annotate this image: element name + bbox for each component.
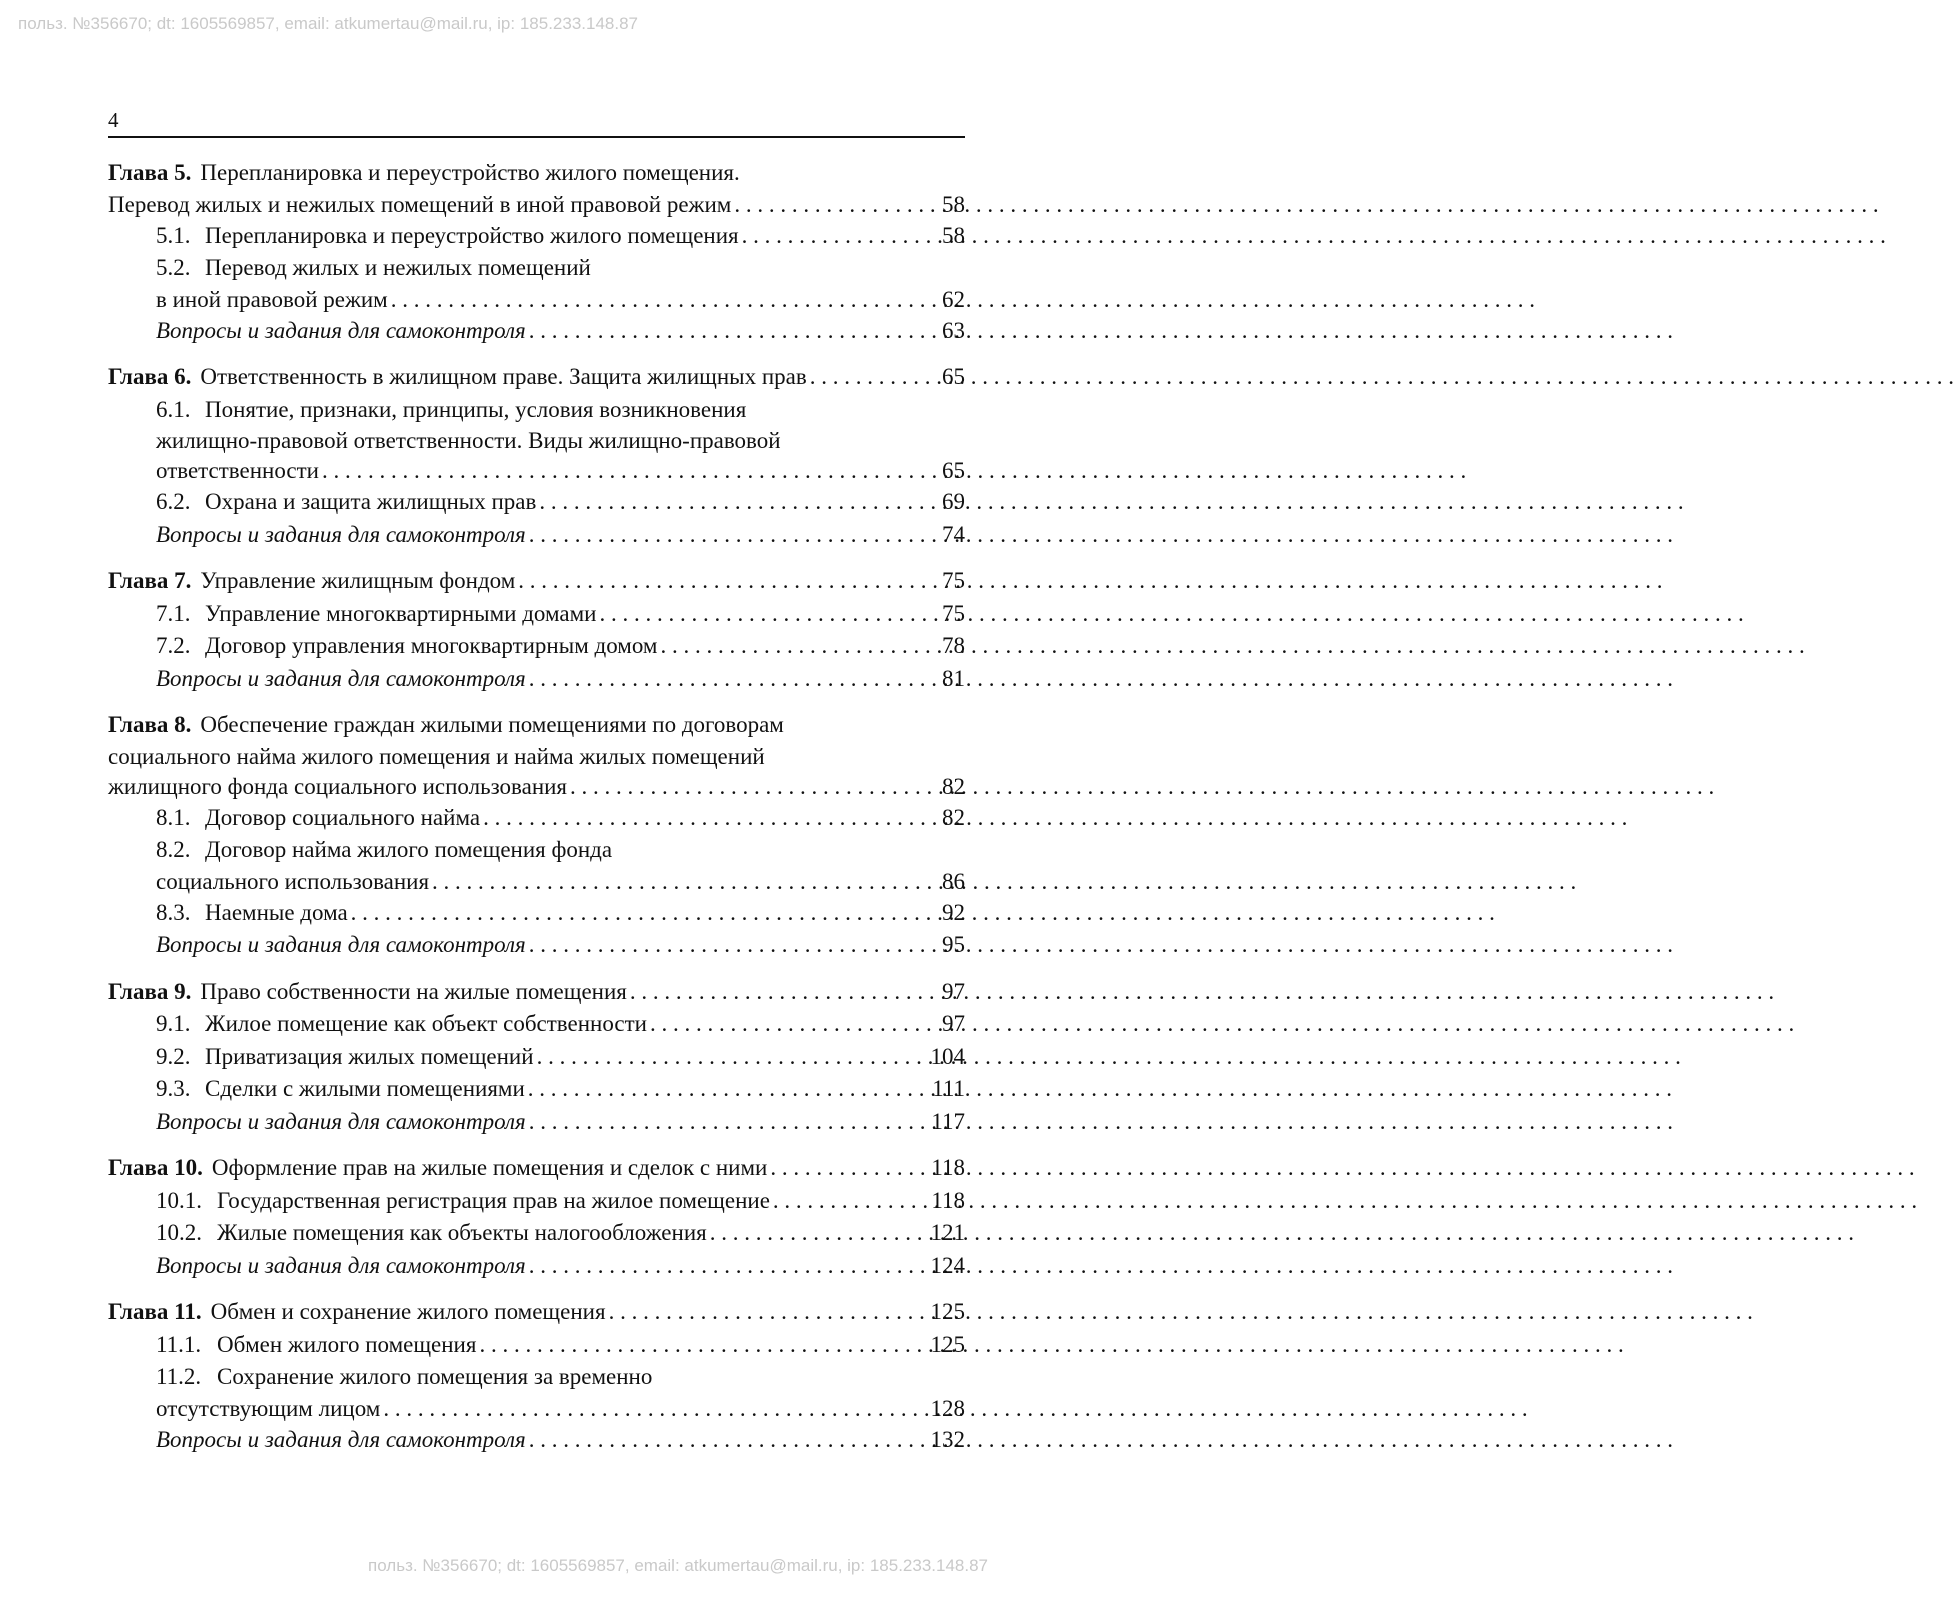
dot-leader (570, 772, 917, 802)
chapter-page: 58 (942, 191, 965, 217)
section-page: 82 (942, 804, 965, 830)
section-line (108, 598, 965, 631)
section-title: отсутствующим лицом (156, 1395, 381, 1421)
section-title: Наемные дома (205, 899, 348, 925)
section-line (108, 1008, 965, 1041)
chapter-label: Глава 11. (108, 1299, 202, 1324)
chapter-label: Глава 9. (108, 978, 192, 1004)
section-number: 10.2. (156, 1220, 202, 1245)
chapter-label: Глава 6. (108, 364, 192, 389)
section-number: 6.2. (156, 489, 191, 514)
self-check-line (108, 929, 965, 962)
dot-leader (529, 1106, 917, 1139)
chapter-title: Перепланировка и переустройство жилого помещения. (200, 160, 740, 185)
chapter-block (108, 565, 965, 695)
dot-leader (734, 190, 917, 220)
section-number: 11.2. (156, 1364, 202, 1389)
self-check-label: Вопросы и задания для самоконтроля (156, 1108, 526, 1134)
dot-leader (432, 867, 917, 897)
chapter-title-line (108, 361, 965, 394)
section-number: 8.3. (156, 899, 191, 925)
section-number: 11.1. (156, 1331, 202, 1357)
table-of-contents (108, 157, 965, 1470)
section-number: 5.1. (156, 222, 191, 248)
dot-leader (528, 1073, 917, 1106)
dot-leader (483, 802, 917, 835)
dot-leader (810, 361, 917, 394)
self-check-page: 124 (930, 1252, 965, 1278)
dot-leader (529, 519, 917, 552)
chapter-page: 118 (931, 1155, 965, 1180)
section-page: 58 (942, 222, 965, 248)
chapter-label: Глава 7. (108, 568, 192, 593)
self-check-label: Вопросы и задания для самоконтроля (156, 317, 526, 343)
chapter-page: 97 (942, 978, 965, 1004)
section-page: 111 (932, 1076, 965, 1101)
dot-leader (742, 220, 917, 253)
self-check-line (108, 1424, 965, 1457)
section-line (108, 426, 965, 456)
section-line (108, 1394, 965, 1424)
section-line (108, 867, 965, 897)
section-page: 92 (942, 899, 965, 925)
section-title: Сохранение жилого помещения за временно (217, 1364, 653, 1389)
dot-leader (391, 285, 917, 315)
dot-leader (529, 663, 917, 696)
self-check-page: 132 (930, 1426, 965, 1452)
dot-leader (660, 630, 917, 663)
chapter-title-line (108, 190, 965, 220)
section-line (108, 1073, 965, 1106)
chapter-title: жилищного фонда социального использования (108, 773, 568, 799)
self-check-label: Вопросы и задания для самоконтроля (156, 521, 526, 547)
chapter-block (108, 157, 965, 347)
section-title: ответственности (156, 458, 319, 483)
section-page: 86 (942, 868, 965, 894)
section-number: 9.2. (156, 1043, 191, 1069)
dot-leader (529, 929, 917, 962)
self-check-line (108, 663, 965, 696)
section-number: 5.2. (156, 255, 191, 280)
chapter-title-line (108, 772, 965, 802)
section-page: 104 (930, 1043, 965, 1069)
dot-leader (479, 1329, 917, 1362)
self-check-label: Вопросы и задания для самоконтроля (156, 1426, 526, 1452)
section-page: 121 (930, 1220, 965, 1245)
chapter-page: 82 (942, 773, 965, 799)
dot-leader (383, 1394, 917, 1424)
chapter-page: 75 (942, 568, 965, 593)
chapter-label: Глава 5. (108, 160, 192, 185)
section-line (108, 486, 965, 519)
header-rule (108, 136, 965, 138)
chapter-title: социального найма жилого помещения и найма жилых помещений (108, 743, 765, 769)
chapter-title: Ответственность в жилищном праве. Защита жилищных прав (200, 364, 807, 389)
chapter-title-line (108, 157, 965, 190)
dot-leader (529, 1424, 917, 1457)
section-line (108, 802, 965, 835)
section-number: 7.1. (156, 600, 191, 626)
dot-leader (351, 897, 917, 930)
chapter-title: Обмен и сохранение жилого помещения (210, 1299, 606, 1324)
chapter-block (108, 976, 965, 1139)
section-title: Сделки с жилыми помещениями (205, 1076, 525, 1101)
section-title: Приватизация жилых помещений (205, 1043, 534, 1069)
chapter-title-line (108, 1296, 965, 1329)
section-page: 128 (930, 1395, 965, 1421)
section-line (108, 834, 965, 867)
chapter-page: 65 (942, 364, 965, 389)
section-title: Понятие, признаки, принципы, условия возникновения (205, 396, 747, 422)
watermark-top: польз. №356670; dt: 1605569857, email: atkumertau@mail.ru, ip: 185.233.148.87 (18, 14, 639, 33)
chapter-block (108, 361, 965, 551)
self-check-line (108, 1250, 965, 1283)
section-line (108, 220, 965, 253)
dot-leader (518, 565, 917, 598)
self-check-page: 117 (931, 1108, 965, 1134)
section-title: жилищно-правовой ответственности. Виды жилищно-правовой (156, 428, 781, 453)
self-check-line (108, 519, 965, 552)
dot-leader (650, 1008, 917, 1041)
chapter-title: Управление жилищным фондом (200, 568, 516, 593)
section-title: Обмен жилого помещения (217, 1331, 477, 1357)
section-page: 62 (942, 286, 965, 312)
section-number: 8.1. (156, 804, 191, 830)
self-check-line (108, 1106, 965, 1139)
dot-leader (537, 1041, 917, 1074)
section-line (108, 394, 965, 427)
section-page: 118 (931, 1187, 965, 1213)
chapter-title-line (108, 976, 965, 1009)
section-line (108, 456, 965, 486)
self-check-page: 74 (942, 521, 965, 547)
chapter-title-line (108, 565, 965, 598)
section-title: Государственная регистрация прав на жилое помещение (217, 1187, 770, 1213)
section-line (108, 1041, 965, 1074)
chapter-title: Обеспечение граждан жилыми помещениями по договорам (200, 712, 784, 737)
chapter-title: Оформление прав на жилые помещения и сделок с ними (211, 1155, 768, 1180)
section-page: 78 (942, 633, 965, 658)
dot-leader (599, 598, 917, 631)
section-line (108, 285, 965, 315)
dot-leader (710, 1217, 917, 1250)
chapter-title-line (108, 709, 965, 742)
chapter-title-line (108, 1152, 965, 1185)
section-page: 125 (930, 1331, 965, 1357)
chapter-title-line (108, 742, 965, 772)
self-check-line (108, 315, 965, 348)
section-line (108, 1329, 965, 1362)
chapter-page: 125 (930, 1299, 965, 1324)
section-title: Жилое помещение как объект собственности (205, 1011, 647, 1036)
section-title: Охрана и защита жилищных прав (205, 489, 537, 514)
section-number: 8.2. (156, 837, 191, 862)
chapter-label: Глава 8. (108, 712, 192, 737)
chapter-block (108, 1152, 965, 1282)
section-number: 9.1. (156, 1011, 191, 1036)
chapter-title: Перевод жилых и нежилых помещений в иной правовой режим (108, 191, 732, 217)
section-title: Договор социального найма (205, 804, 481, 830)
chapter-block (108, 1296, 965, 1456)
section-title: Договор управления многоквартирным домом (205, 633, 658, 658)
section-number: 6.1. (156, 396, 191, 422)
section-line (108, 1185, 965, 1218)
self-check-label: Вопросы и задания для самоконтроля (156, 665, 526, 691)
section-line (108, 1361, 965, 1394)
dot-leader (322, 456, 917, 486)
page-number: 4 (108, 108, 119, 132)
dot-leader (609, 1296, 917, 1329)
self-check-label: Вопросы и задания для самоконтроля (156, 1252, 526, 1278)
dot-leader (539, 486, 917, 519)
section-title: в иной правовой режим (156, 286, 388, 312)
chapter-title: Право собственности на жилые помещения (200, 978, 627, 1004)
dot-leader (529, 315, 917, 348)
section-line (108, 897, 965, 930)
section-page: 75 (942, 600, 965, 626)
dot-leader (770, 1152, 917, 1185)
dot-leader (529, 1250, 917, 1283)
section-page: 65 (942, 458, 965, 483)
section-line (108, 630, 965, 663)
section-title: Перепланировка и переустройство жилого помещения (205, 222, 739, 248)
dot-leader (773, 1185, 917, 1218)
section-page: 97 (942, 1011, 965, 1036)
dot-leader (630, 976, 917, 1009)
section-number: 10.1. (156, 1187, 202, 1213)
section-page: 69 (942, 489, 965, 514)
section-number: 7.2. (156, 633, 191, 658)
section-line (108, 252, 965, 285)
chapter-label: Глава 10. (108, 1155, 203, 1180)
chapter-block (108, 709, 965, 962)
section-title: Управление многоквартирными домами (205, 600, 597, 626)
section-title: Договор найма жилого помещения фонда (205, 837, 613, 862)
section-number: 9.3. (156, 1076, 191, 1101)
self-check-page: 95 (942, 932, 965, 957)
section-title: социального использования (156, 868, 430, 894)
self-check-label: Вопросы и задания для самоконтроля (156, 932, 526, 957)
section-title: Жилые помещения как объекты налогообложения (217, 1220, 707, 1245)
watermark-bottom: польз. №356670; dt: 1605569857, email: atkumertau@mail.ru, ip: 185.233.148.87 (368, 1556, 989, 1575)
section-title: Перевод жилых и нежилых помещений (205, 255, 591, 280)
self-check-page: 81 (942, 665, 965, 691)
self-check-page: 63 (942, 317, 965, 343)
section-line (108, 1217, 965, 1250)
